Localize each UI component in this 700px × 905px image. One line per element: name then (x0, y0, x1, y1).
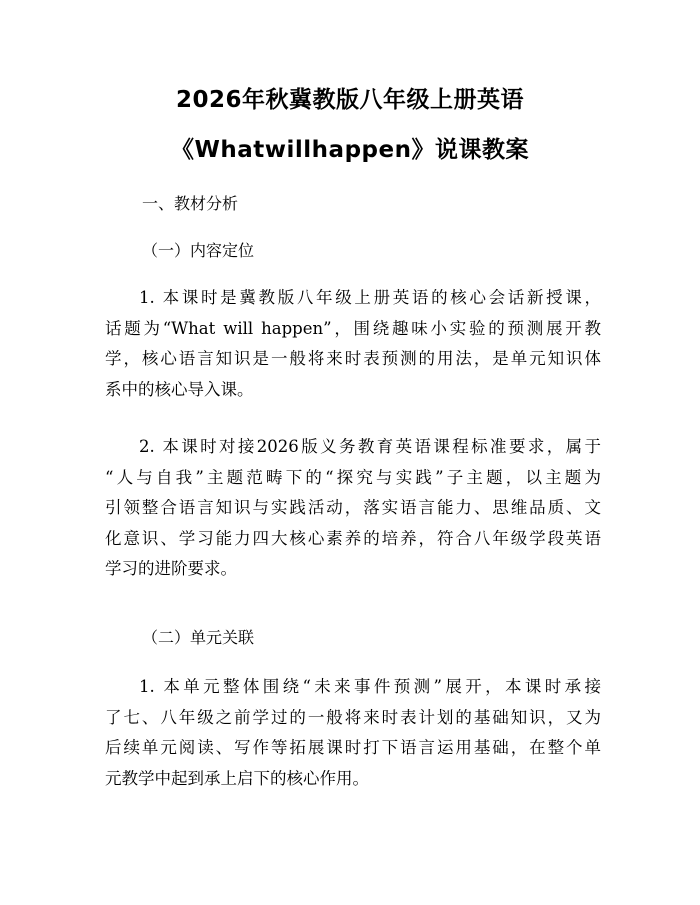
paragraph-unit-connection-1 (105, 672, 601, 794)
paragraph-line: 了七、八年级之前学过的一般将来时表计划的基础知识，又为 (105, 707, 601, 727)
paragraph-content-positioning-1 (105, 283, 601, 405)
paragraph-line: 系中的核心导入课。 (105, 379, 254, 399)
paragraph-line: 话题为“What will happen”，围绕趣味小实验的预测展开教 (105, 318, 601, 338)
paragraph-line: 元教学中起到承上启下的核心作用。 (105, 768, 369, 788)
section-heading-textbook-analysis: 一、教材分析 (142, 194, 239, 213)
paragraph-line: 化意识、学习能力四大核心素养的培养，符合八年级学段英语 (105, 528, 601, 548)
paragraph-line: 学习的进阶要求。 (105, 559, 237, 578)
paragraph-line: 1. 本单元整体围绕“未来事件预测”展开，本课时承接 (139, 677, 601, 696)
paragraph-line: 2. 本课时对接2026版义务教育英语课程标准要求，属于 (139, 437, 601, 456)
paragraph-line: 后续单元阅读、写作等拓展课时打下语言运用基础，在整个单 (105, 738, 601, 757)
subsection-heading-unit-connection: （二）单元关联 (142, 628, 255, 647)
paragraph-line: “人与自我”主题范畴下的“探究与实践”子主题，以主题为 (105, 467, 601, 487)
paragraph-line: 1. 本课时是冀教版八年级上册英语的核心会话新授课， (139, 288, 601, 307)
subsection-heading-content-positioning: （一）内容定位 (142, 241, 255, 260)
paragraph-content-positioning-2 (105, 432, 601, 585)
document-title-line-1: 2026年秋冀教版八年级上册英语 (175, 87, 524, 113)
paragraph-line: 学，核心语言知识是一般将来时表预测的用法，是单元知识体 (105, 349, 601, 368)
document-title-line-2: 《Whatwillhappen》说课教案 (171, 137, 529, 163)
paragraph-line: 引领整合语言知识与实践活动，落实语言能力、思维品质、文 (105, 498, 601, 517)
